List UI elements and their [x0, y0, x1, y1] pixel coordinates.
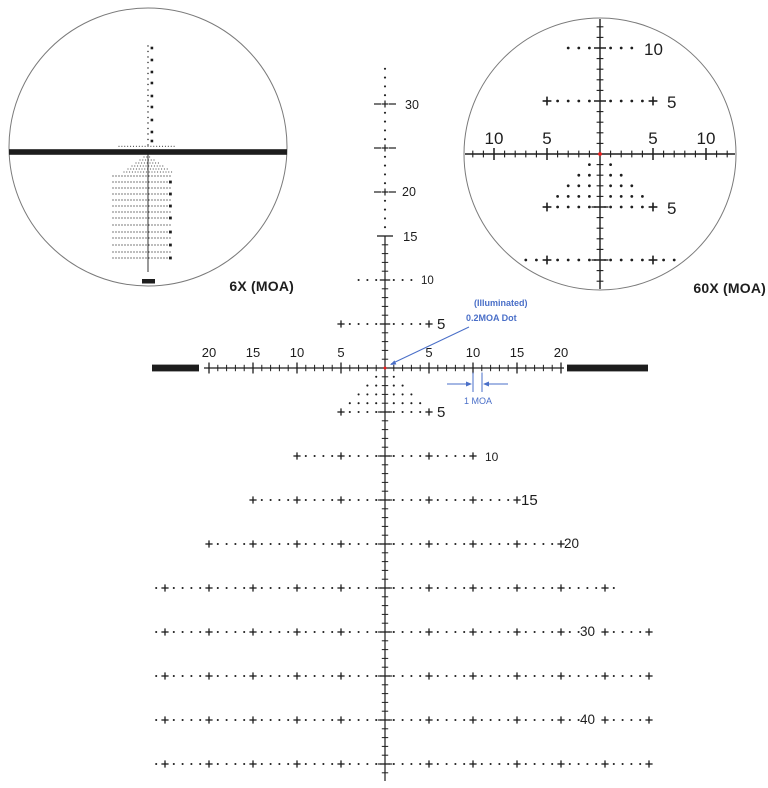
moa-label: 5 — [667, 93, 677, 112]
moa-label: 15 — [509, 345, 525, 360]
moa-label: 5 — [425, 345, 433, 360]
moa-label: 5 — [667, 199, 677, 218]
one-moa-note: 1 MOA — [463, 396, 492, 406]
moa-label: 10 — [484, 129, 504, 148]
view-6x — [9, 8, 287, 286]
moa-label: 30 — [405, 98, 419, 112]
view-60x — [464, 18, 736, 290]
moa-label: 10 — [644, 40, 663, 59]
moa-label: 10 — [485, 450, 499, 464]
annotation-lines — [390, 327, 508, 392]
moa-label: 5 — [437, 316, 446, 333]
moa-label: 10 — [465, 345, 481, 360]
moa-label: 40 — [580, 712, 596, 727]
moa-label: 20 — [564, 536, 580, 551]
moa-label: 15 — [403, 229, 418, 244]
view-label-60x: 60X (MOA) — [693, 280, 766, 296]
view-label-6x: 6X (MOA) — [229, 278, 294, 294]
moa-label: 15 — [245, 345, 261, 360]
illuminated-note-line1: (Illuminated) — [474, 298, 528, 308]
moa-label: 10 — [289, 345, 305, 360]
moa-label: 15 — [521, 492, 538, 509]
moa-label: 30 — [580, 624, 596, 639]
moa-label: 20 — [201, 345, 217, 360]
illuminated-note-line2: 0.2MOA Dot — [466, 313, 517, 323]
moa-label: 5 — [542, 129, 552, 148]
moa-label: 10 — [696, 129, 716, 148]
moa-label: 5 — [648, 129, 658, 148]
moa-label: 5 — [437, 404, 446, 421]
moa-label: 5 — [337, 345, 345, 360]
moa-label: 10 — [421, 275, 434, 287]
moa-label: 20 — [402, 185, 416, 199]
moa-label: 20 — [553, 345, 569, 360]
